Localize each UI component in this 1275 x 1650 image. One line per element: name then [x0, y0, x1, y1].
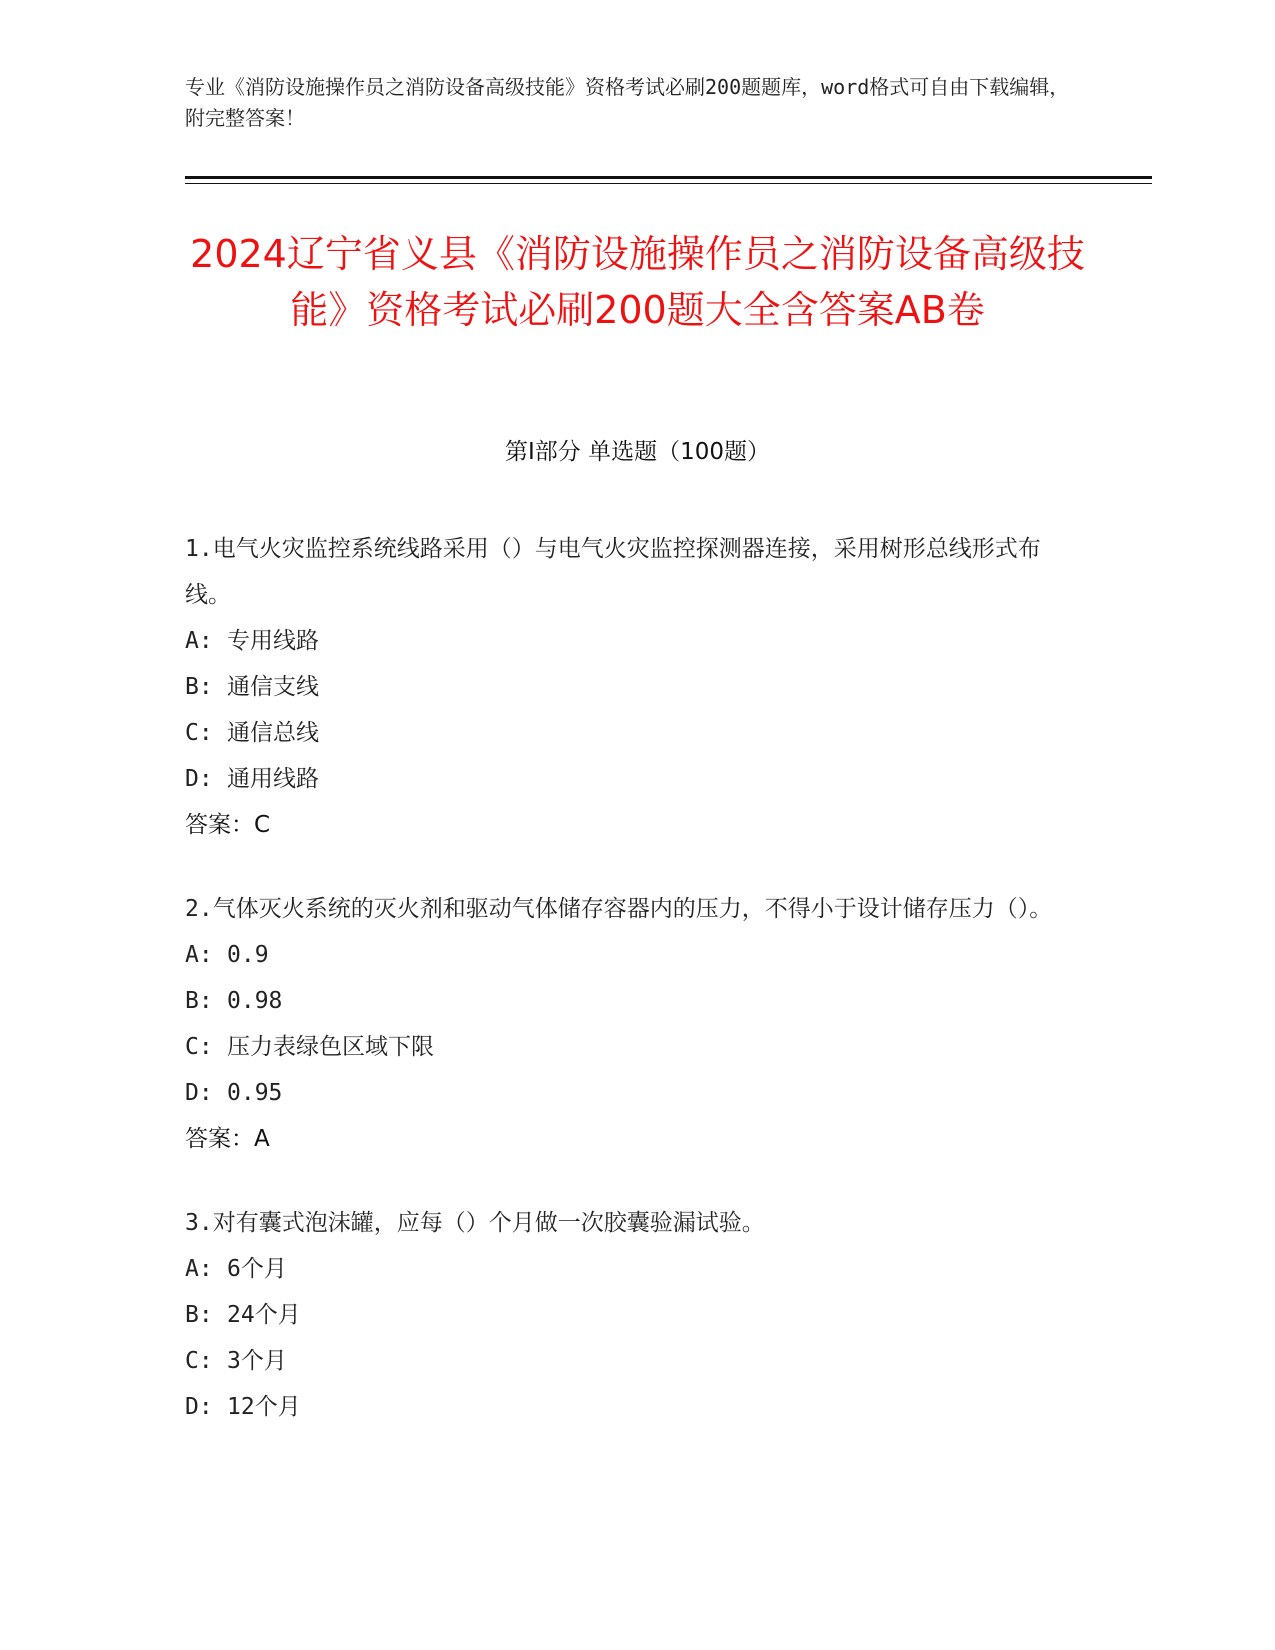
- option-c: [185, 1024, 1085, 1070]
- header-divider-thin: [185, 183, 1152, 184]
- option-key: C:: [185, 720, 213, 746]
- option-text: 24个月: [227, 1302, 301, 1328]
- option-d: [185, 756, 1085, 802]
- option-b: [185, 664, 1085, 710]
- option-text: 压力表绿色区域下限: [227, 1034, 434, 1060]
- option-key: B:: [185, 988, 213, 1014]
- option-a: [185, 1246, 1085, 1292]
- option-key: B:: [185, 674, 213, 700]
- answer: 答案：A: [185, 1126, 270, 1152]
- option-d: [185, 1070, 1085, 1116]
- option-key: D:: [185, 1394, 213, 1420]
- option-a: [185, 932, 1085, 978]
- question-list: [185, 526, 1085, 1468]
- question-stem: 3.对有囊式泡沫罐，应每（）个月做一次胶囊验漏试验。: [185, 1210, 765, 1236]
- option-text: 通用线路: [227, 766, 319, 792]
- option-text: 0.98: [227, 988, 283, 1014]
- option-key: B:: [185, 1302, 213, 1328]
- option-text: 通信总线: [227, 720, 319, 746]
- option-text: 12个月: [227, 1394, 301, 1420]
- question-1: [185, 526, 1085, 848]
- answer: 答案：C: [185, 812, 271, 838]
- option-c: [185, 1338, 1085, 1384]
- question-stem: 1.电气火灾监控系统线路采用（）与电气火灾监控探测器连接，采用树形总线形式布线。: [185, 536, 1041, 608]
- option-key: C:: [185, 1348, 213, 1374]
- header-divider-thick: [185, 176, 1152, 179]
- option-key: C:: [185, 1034, 213, 1060]
- option-b: [185, 1292, 1085, 1338]
- header-note: 专业《消防设施操作员之消防设备高级技能》资格考试必刷200题题库，word格式可自由下载编辑，附完整答案！: [185, 75, 1070, 130]
- option-text: 3个月: [227, 1348, 287, 1374]
- option-text: 0.95: [227, 1080, 283, 1106]
- option-a: [185, 618, 1085, 664]
- option-text: 通信支线: [227, 674, 319, 700]
- document-title: 2024辽宁省义县《消防设施操作员之消防设备高级技能》资格考试必刷200题大全含答案AB卷: [190, 232, 1085, 332]
- option-key: D:: [185, 766, 213, 792]
- option-c: [185, 710, 1085, 756]
- option-text: 专用线路: [227, 628, 319, 654]
- option-text: 6个月: [227, 1256, 287, 1282]
- option-key: A:: [185, 1256, 213, 1282]
- option-b: [185, 978, 1085, 1024]
- option-text: 0.9: [227, 942, 269, 968]
- option-key: D:: [185, 1080, 213, 1106]
- question-3: [185, 1200, 1085, 1430]
- question-2: [185, 886, 1085, 1162]
- section-heading: 第Ⅰ部分 单选题（100题）: [505, 439, 770, 465]
- option-key: A:: [185, 942, 213, 968]
- question-stem: 2.气体灭火系统的灭火剂和驱动气体储存容器内的压力，不得小于设计储存压力（）。: [185, 896, 1053, 922]
- option-key: A:: [185, 628, 213, 654]
- option-d: [185, 1384, 1085, 1430]
